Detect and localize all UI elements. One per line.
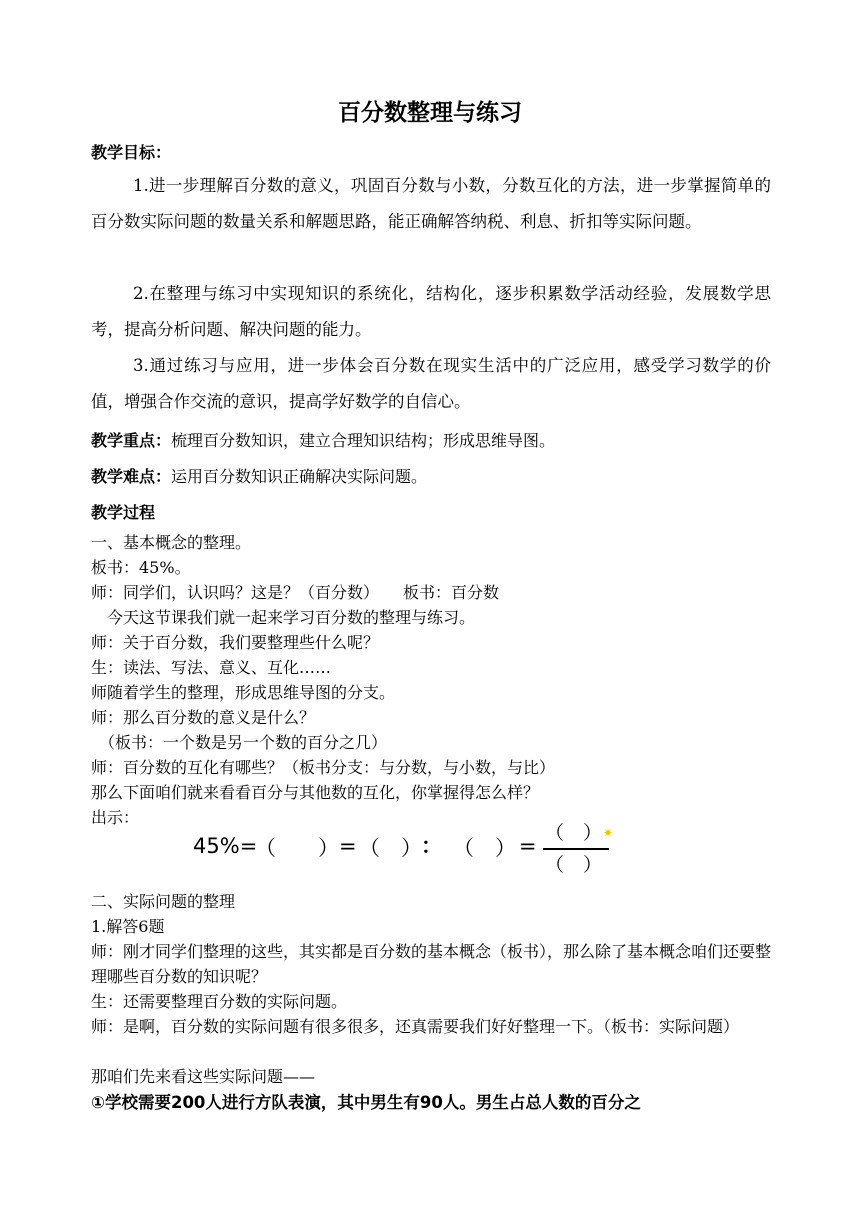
formula-denominator: （ ） <box>545 854 603 876</box>
process-line: 师：那么百分数的意义是什么？ <box>91 708 316 727</box>
section2-line: 生：还需要整理百分数的实际问题。 <box>91 992 348 1011</box>
objective-2: 2.在整理与练习中实现知识的系统化，结构化，逐步积累数学活动经验，发展数学思考，提高分析问题、解决问题的能力。 <box>91 284 771 339</box>
difficulties-label: 教学难点： <box>91 467 172 486</box>
process-line: 师：关于百分数，我们要整理些什么呢？ <box>91 633 380 652</box>
process-line: 一、基本概念的整理。 <box>91 533 252 552</box>
process-line: 师：百分数的互化有哪些？（板书分支：与分数，与小数，与比） <box>91 758 556 777</box>
formula-colon: ： <box>421 834 442 858</box>
star-icon: ✷ <box>603 826 614 840</box>
process-line: 板书：45%。 <box>91 558 191 577</box>
process-line: 师随着学生的整理，形成思维导图的分支。 <box>91 683 396 702</box>
formula-lhs: 45%= <box>193 834 258 858</box>
key-points-label: 教学重点： <box>91 431 172 450</box>
formula-blank-1: （ ） <box>255 836 339 860</box>
process-line: 师：同学们，认识吗？这是？（百分数） 板书：百分数 <box>91 583 500 602</box>
document-title: 百分数整理与练习 <box>338 100 522 126</box>
section2-line: 师：刚才同学们整理的这些，其实都是百分数的基本概念（板书），那么除了基本概念咱们还要整理哪些百分数的知识呢？ <box>91 942 772 986</box>
key-points <box>91 428 771 451</box>
difficulties <box>91 464 771 487</box>
process-heading: 教学过程 <box>91 503 156 522</box>
section2-line: 二、实际问题的整理 <box>91 892 236 911</box>
difficulties-text: 运用百分数知识正确解决实际问题。 <box>171 467 428 486</box>
section2-line: 1.解答6题 <box>91 917 165 936</box>
formula-numerator: （ ） <box>545 822 603 844</box>
objective-3: 3.通过练习与应用，进一步体会百分数在现实生活中的广泛应用，感受学习数学的价值，增强合作交流的意识，提高学好数学的自信心。 <box>91 356 771 411</box>
objectives-heading: 教学目标： <box>91 143 172 162</box>
key-points-text: 梳理百分数知识，建立合理知识结构；形成思维导图。 <box>171 431 556 450</box>
formula-equals-1: = <box>339 834 357 858</box>
conversion-formula <box>193 822 623 876</box>
process-line: 出示： <box>91 808 140 827</box>
process-line: 生：读法、写法、意义、互化…… <box>91 658 332 677</box>
objective-1: 1.进一步理解百分数的意义，巩固百分数与小数，分数互化的方法，进一步掌握简单的百分数实际问题的数量关系和解题思路，能正确解答纳税、利息、折扣等实际问题。 <box>91 176 771 231</box>
section2-line: ①学校需要200人进行方队表演，其中男生有90人。男生占总人数的百分之 <box>91 1093 641 1112</box>
formula-equals-2: = <box>519 834 537 858</box>
process-line: 那么下面咱们就来看看百分与其他数的互化，你掌握得怎么样？ <box>91 783 540 802</box>
formula-blank-2: （ ） <box>359 836 422 860</box>
section2-line: 那咱们先来看这些实际问题—— <box>91 1067 316 1086</box>
process-line: （板书：一个数是另一个数的百分之几） <box>91 733 388 752</box>
process-line: 今天这节课我们就一起来学习百分数的整理与练习。 <box>91 608 476 627</box>
section2-line: 师：是啊，百分数的实际问题有很多很多，还真需要我们好好整理一下。（板书：实际问题） <box>91 1017 740 1036</box>
formula-blank-3: （ ） <box>453 836 516 860</box>
